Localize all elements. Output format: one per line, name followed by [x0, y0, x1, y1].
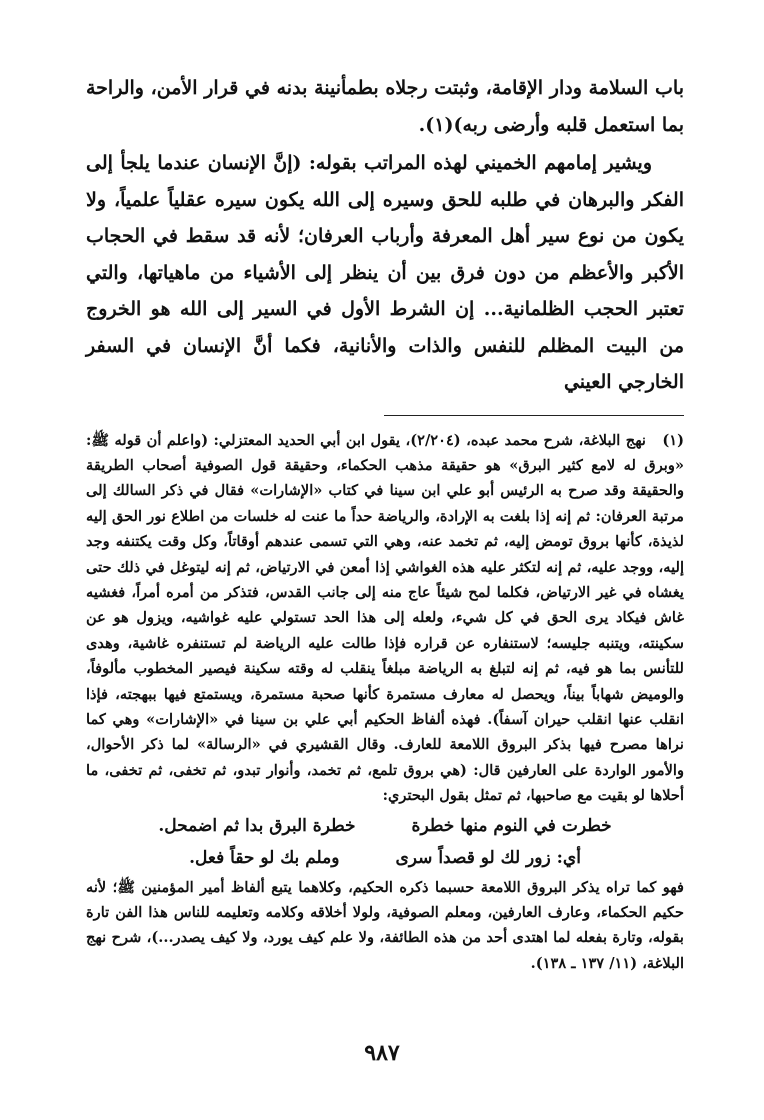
- paragraph-continuation: باب السلامة ودار الإقامة، وثبتت رجلاه بطمأنينة بدنه في قرار الأمن، والراحة بما استعمل قلبه وأرضى ربه)(١).: [86, 77, 684, 136]
- verse-line-1: [86, 811, 684, 841]
- page-number: ٩٨٧: [364, 1040, 400, 1066]
- paragraph-khomeini-quote: ويشير إمامهم الخميني لهذه المراتب بقوله: (إنَّ الإنسان عندما يلجأ إلى الفكر والبرهان في طلبه للحق وسيره إلى الله يكون سيره عقلياً علمياً، ولا يكون من نوع سير أهل المعرفة وأرباب العرفان؛ لأنه قد سقط في الحجاب الأكبر والأعظم من دون فرق بين أن ينظر إلى الأشياء من ماهياتها، والتي تعتبر الحجب الظلمانية... إن الشرط الأول في السير إلى الله هو الخروج من البيت المظلم للنفس والذات والأنانية، فكما أنَّ الإنسان في السفر الخارجي العيني: [86, 152, 684, 393]
- verse-line-2: [86, 843, 684, 873]
- footnote: [86, 428, 684, 977]
- verse-2-second-hemistich: وملم بك لو حقاً فعل.: [189, 847, 340, 868]
- footnote-marker: (١): [662, 431, 684, 449]
- footnote-text-1: [86, 428, 684, 809]
- verse-2-prefix: أي:: [556, 847, 581, 868]
- main-text: [86, 70, 684, 401]
- footnote-body-1: نهج البلاغة، شرح محمد عبده، (٢/٢٠٤)، يقول ابن أبي الحديد المعتزلي: (واعلم أن قوله ﷺ: «وبرق له لامع كثير البرق» هو حقيقة مذهب الحكماء، وحقيقة قول الصوفية أصحاب الطريقة والحقيقة وقد صرح به الرئيس أبو علي ابن سينا في كتاب «الإشارات» فقال في ذكر السالك إلى مرتبة العرفان: ثم إنه إذا بلغت به الإرادة، والرياضة حداً ما عنت له خلسات من اطلاع نور الحق إليه لذيذة، كأنها بروق تومض إليه، ثم تخمد عنه، وهي التي تسمى عندهم أوقاتاً، وكل وقت يكتنفه وجد إليه، ووجد عليه، ثم إنه لتكثر عليه هذه الغواشي إذا أمعن في الارتياض، ثم إنه ليتوغل في ذلك حتى يغشاه في غير الارتياض، فكلما لمح شيئاً عاج منه إلى جانب القدس، فتذكر من أمره أمراً، فغشيه غاش فيكاد يرى الحق في كل شيء، ولعله إلى هذا الحد تستولي عليه غواشيه، ويزول هو عن سكينته، ويتنبه جليسه؛ لاستنفاره عن قراره فإذا طالت عليه الرياضة لم تستنفره غاشية، وهدى للتأنس بما هو فيه، ثم إنه لتبلغ به الرياضة مبلغاً ينقلب له وقته سكينة فيصير المخطوب مألوفاً، والوميض شهاباً بيناً، ويحصل له معارف مستمرة كأنها صحبة مستمرة، ويستمتع فيها ببهجته، فإذا انقلب عنها انقلب حيران آسفاً). فهذه ألفاظ الحكيم أبي علي بن سينا في «الإشارات» وهي كما نراها مصرح فيها بذكر البروق اللامعة للعارف. وقال القشيري في «الرسالة» لما ذكر الأحوال، والأمور الواردة على العارفين قال: (هي بروق تلمع، ثم تخمد، وأنوار تبدو، ثم تخفى، ثم تخفى، ما أحلاها لو بقيت مع صاحبها، ثم تمثل بقول البحتري:: [86, 431, 685, 805]
- verse-1-first-hemistich: خطرت في النوم منها خطرة: [411, 815, 612, 836]
- footnote-text-2: فهو كما تراه يذكر البروق اللامعة حسبما ذكره الحكيم، وكلاهما يتبع ألفاظ أمير المؤمنين ﷺ؛ لأنه حكيم الحكماء، وعارف العارفين، ومعلم الصوفية، ولولا أخلاقه وكلامه وتعليمه للناس هذا الفن تارة بقوله، وتارة بفعله لما اهتدى أحد من هذه الطائفة، ولا علم كيف يورد، ولا كيف يصدر...)، شرح نهج البلاغة، (١١/ ١٣٧ ـ ١٣٨).: [86, 878, 684, 972]
- verse-1-second-hemistich: خطرة البرق بدا ثم اضمحل.: [158, 815, 356, 836]
- verse-2-first-hemistich: [395, 843, 580, 873]
- footnote-separator: [384, 415, 684, 416]
- verse-2-first-text: زور لك لو قصداً سرى: [395, 847, 551, 868]
